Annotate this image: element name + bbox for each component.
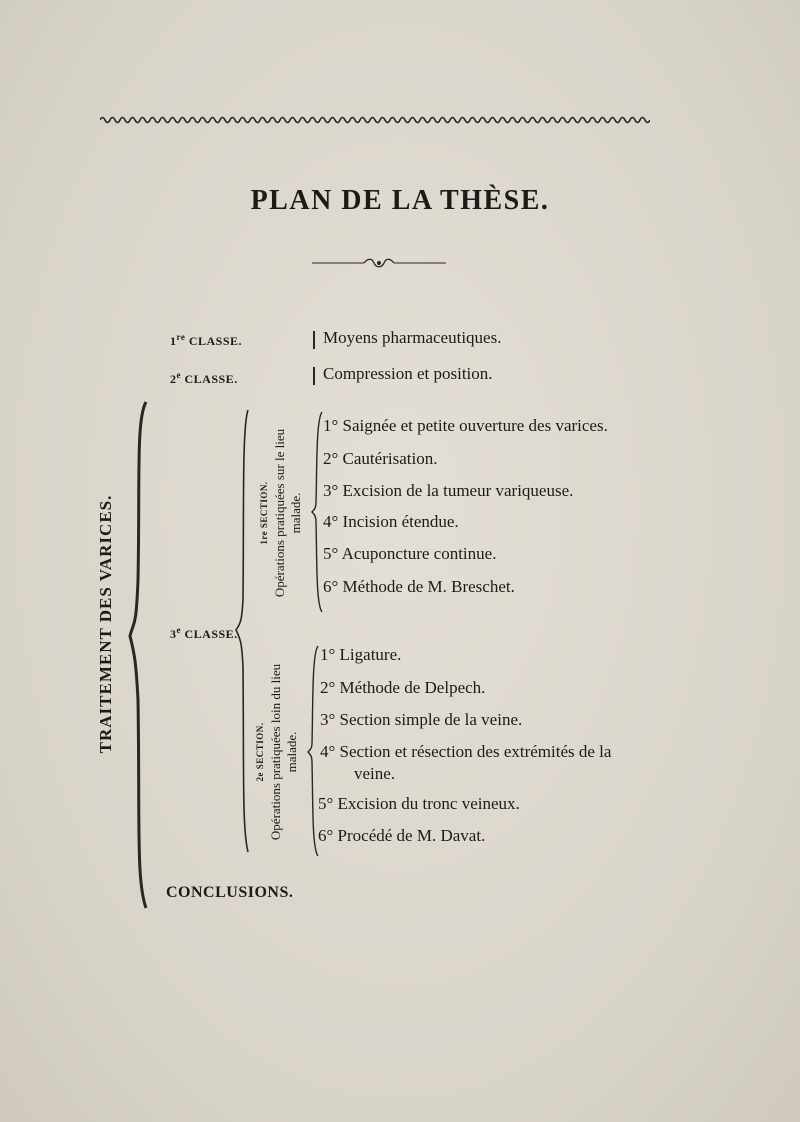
section-1-brace: [310, 410, 324, 614]
class-3-label: 3e CLASSE.: [170, 625, 238, 641]
section-2-item-3: 3° Section simple de la veine.: [320, 710, 523, 729]
section-1-item-1: 1° Saignée et petite ouverture des varices.: [323, 416, 608, 435]
section-2-item-4-cont: veine.: [354, 764, 396, 783]
class-2-bracket: [313, 367, 315, 385]
section-1-item-5: 5° Acuponcture continue.: [323, 544, 497, 563]
section-1-heading: 1re SECTION. Opérations pratiquées sur le lieu malade.: [259, 428, 303, 598]
section-1-item-2: 2° Cautérisation.: [323, 449, 438, 468]
class-2-label: 2e CLASSE.: [170, 370, 238, 386]
section-1-item-6: 6° Méthode de M. Breschet.: [323, 577, 515, 596]
class-1-label: 1re CLASSE.: [170, 332, 243, 348]
section-1-item-3: 3° Excision de la tumeur variqueuse.: [323, 481, 574, 500]
section-2-heading: 2e SECTION. Opérations pratiquées loin du lieu malade.: [255, 663, 299, 841]
class-3-brace: [234, 408, 252, 854]
page-title: PLAN DE LA THÈSE.: [250, 185, 550, 216]
section-2-item-2: 2° Méthode de Delpech.: [320, 678, 486, 697]
title-ornament: [312, 256, 446, 270]
section-2-item-5: 5° Excision du tronc veineux.: [318, 794, 520, 813]
conclusions-heading: CONCLUSIONS.: [166, 884, 294, 901]
section-2-item-1: 1° Ligature.: [320, 645, 402, 664]
class-1-bracket: [313, 331, 315, 349]
section-2-item-4: 4° Section et résection des extrémités de la: [320, 742, 612, 761]
section-2-item-6: 6° Procédé de M. Davat.: [318, 826, 486, 845]
section-1-item-4: 4° Incision étendue.: [323, 512, 459, 531]
main-brace: [126, 400, 150, 910]
top-decorative-rule: [100, 114, 650, 126]
class-2-item: Compression et position.: [323, 364, 493, 383]
class-1-item: Moyens pharmaceutiques.: [323, 328, 502, 347]
main-heading-vertical: TRAITEMENT DES VARICES.: [96, 494, 115, 754]
